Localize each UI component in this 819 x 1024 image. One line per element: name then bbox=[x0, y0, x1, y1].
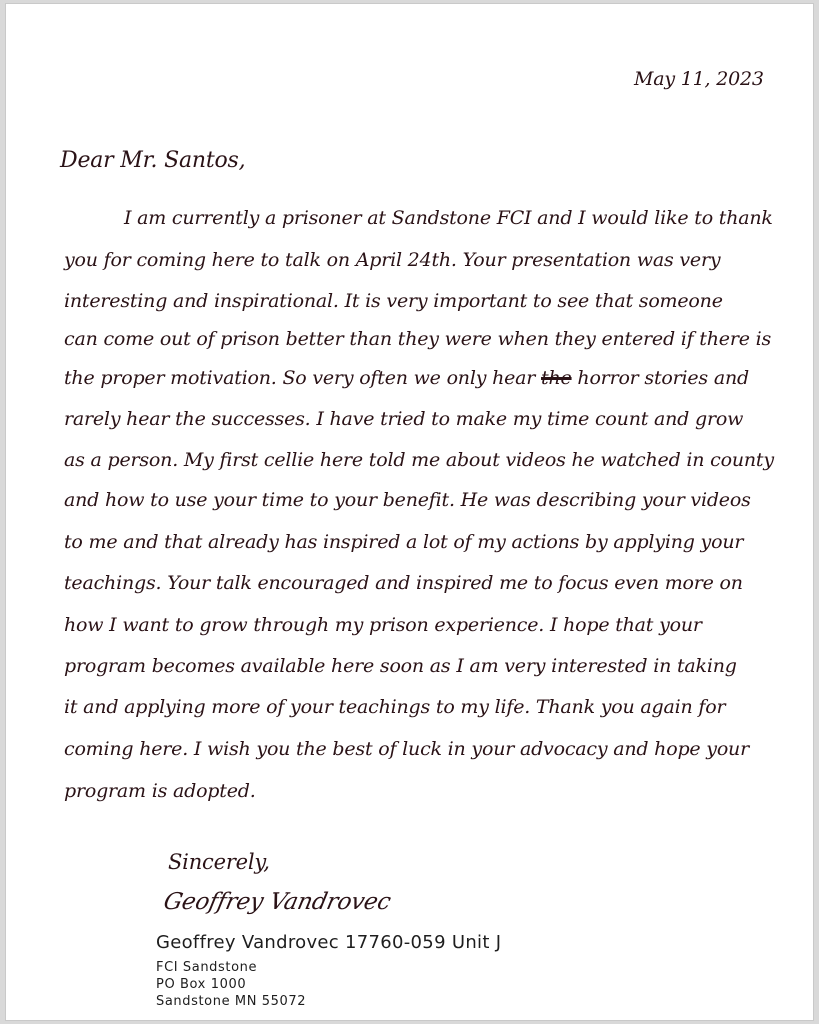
address-line: PO Box 1000 bbox=[156, 977, 247, 992]
body-line: rarely hear the successes. I have tried to make my time count and grow bbox=[64, 408, 744, 430]
body-line-with-strikeout bbox=[64, 367, 749, 389]
body-line: program is adopted. bbox=[64, 780, 256, 802]
body-line-tail: horror stories and bbox=[577, 367, 749, 389]
body-line: it and applying more of your teachings to my life. Thank you again for bbox=[64, 696, 726, 718]
body-line: as a person. My first cellie here told me about videos he watched in county bbox=[64, 449, 774, 471]
body-line: how I want to grow through my prison experience. I hope that your bbox=[64, 614, 702, 636]
body-line: coming here. I wish you the best of luck in your advocacy and hope your bbox=[64, 738, 749, 760]
salutation: Dear Mr. Santos, bbox=[60, 148, 246, 173]
body-line: interesting and inspirational. It is very important to see that someone bbox=[64, 290, 723, 312]
body-line: I am currently a prisoner at Sandstone FCI and I would like to thank bbox=[124, 207, 773, 229]
body-line: can come out of prison better than they were when they entered if there is bbox=[64, 328, 772, 350]
struck-word: the bbox=[541, 367, 572, 389]
body-line: you for coming here to talk on April 24th. Your presentation was very bbox=[64, 249, 721, 271]
body-line: and how to use your time to your benefit. He was describing your videos bbox=[64, 489, 751, 511]
closing: Sincerely, bbox=[168, 850, 270, 874]
body-line: teachings. Your talk encouraged and inspired me to focus even more on bbox=[64, 572, 743, 594]
letter-page bbox=[6, 4, 813, 1020]
address-line: FCI Sandstone bbox=[156, 960, 258, 975]
letter-date: May 11, 2023 bbox=[634, 68, 764, 90]
printed-name: Geoffrey Vandrovec 17760-059 Unit J bbox=[156, 932, 502, 953]
body-line-text: the proper motivation. So very often we only hear bbox=[64, 367, 536, 389]
body-line: to me and that already has inspired a lot of my actions by applying your bbox=[64, 531, 744, 553]
address-line: Sandstone MN 55072 bbox=[156, 994, 307, 1009]
signature: Geoffrey Vandrovec bbox=[161, 889, 394, 915]
body-line: program becomes available here soon as I am very interested in taking bbox=[64, 655, 737, 677]
